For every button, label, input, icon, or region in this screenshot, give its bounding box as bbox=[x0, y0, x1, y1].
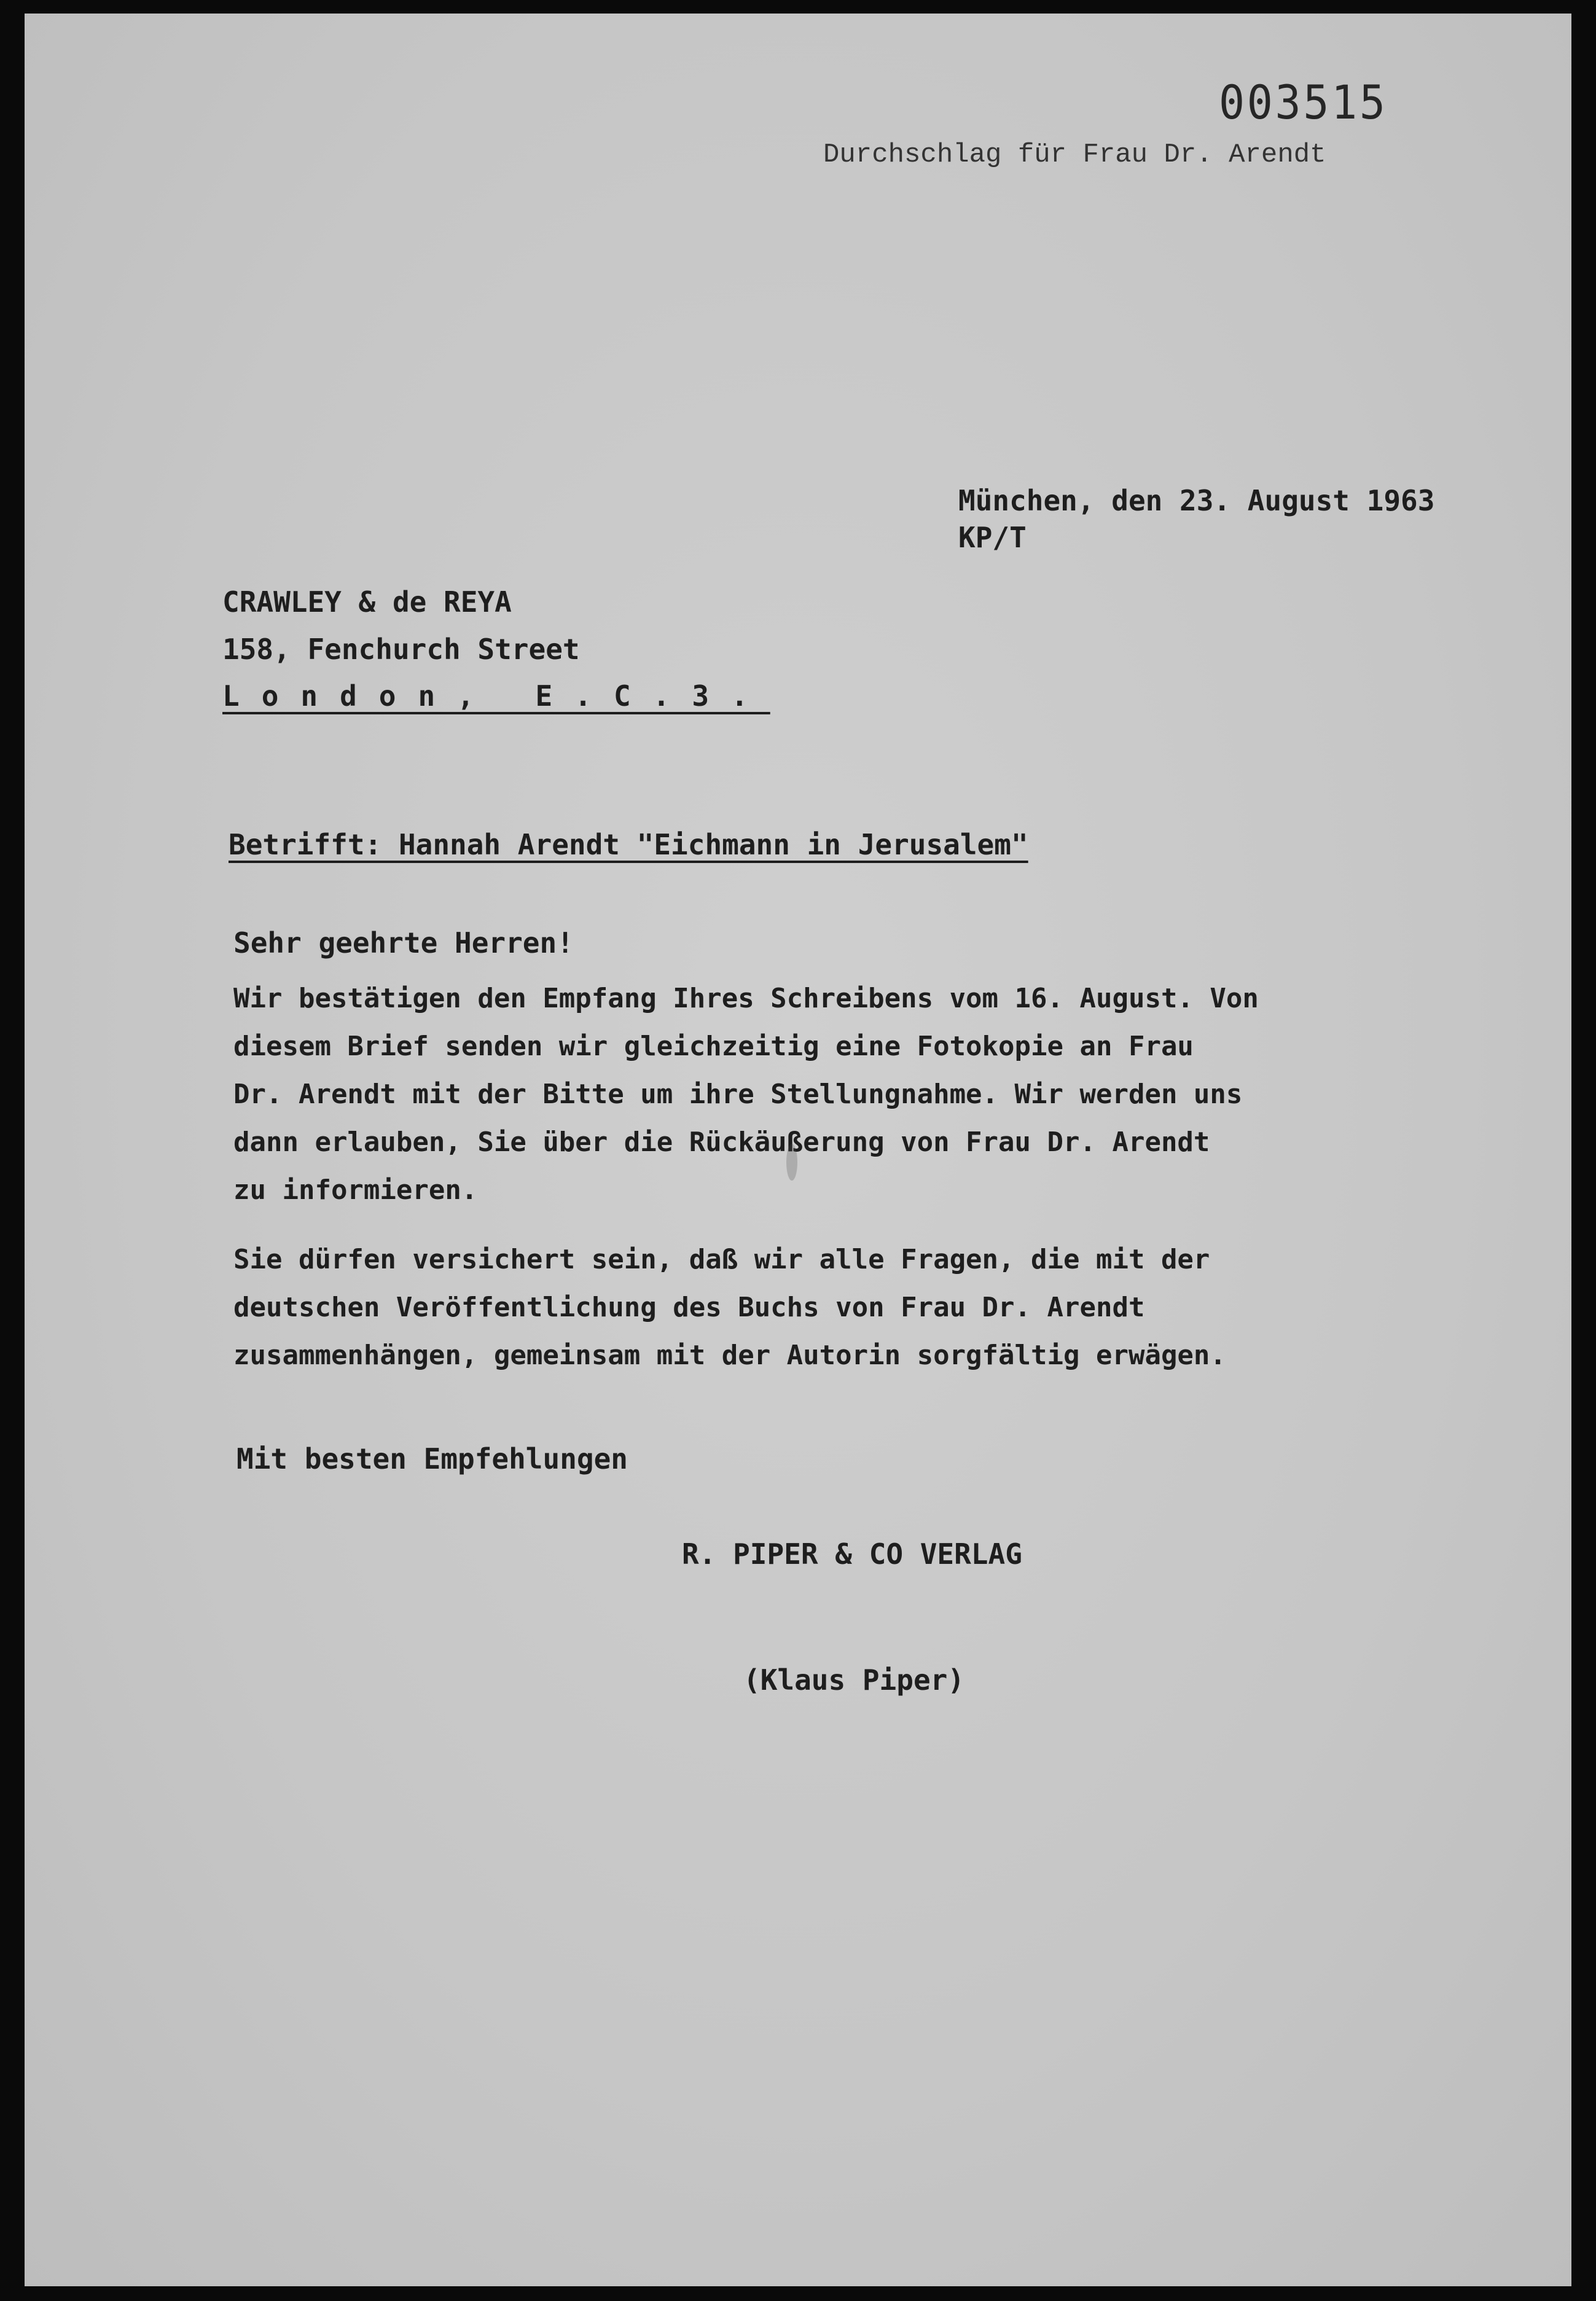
body-line: zu informieren. bbox=[233, 1174, 478, 1206]
recipient-name: CRAWLEY & de REYA bbox=[222, 585, 512, 619]
place-date: München, den 23. August 1963 bbox=[958, 484, 1435, 517]
closing-phrase: Mit besten Empfehlungen bbox=[237, 1442, 628, 1475]
body-line: Dr. Arendt mit der Bitte um ihre Stellungnahme. Wir werden uns bbox=[233, 1079, 1243, 1110]
body-line: Sie dürfen versichert sein, daß wir alle Fragen, die mit der bbox=[233, 1244, 1210, 1275]
body-line: dann erlauben, Sie über die Rückäußerung von Frau Dr. Arendt bbox=[233, 1127, 1210, 1158]
body-paragraph-1 bbox=[233, 975, 1259, 1214]
firm-name: R. PIPER & CO VERLAG bbox=[682, 1537, 1022, 1571]
body-paragraph-2 bbox=[233, 1236, 1226, 1380]
archive-number: 003515 bbox=[1219, 75, 1388, 130]
body-line: Wir bestätigen den Empfang Ihres Schreibens vom 16. August. Von bbox=[233, 983, 1259, 1014]
letter-page bbox=[25, 14, 1571, 2286]
carbon-copy-note: Durchschlag für Frau Dr. Arendt bbox=[823, 139, 1326, 170]
body-line: zusammenhängen, gemeinsam mit der Autorin sorgfältig erwägen. bbox=[233, 1340, 1226, 1371]
recipient-street: 158, Fenchurch Street bbox=[222, 633, 580, 666]
subject-line: Betrifft: Hannah Arendt "Eichmann in Jerusalem" bbox=[229, 828, 1028, 861]
reference-code: KP/T bbox=[958, 521, 1027, 554]
signer-name: (Klaus Piper) bbox=[743, 1663, 965, 1697]
body-line: diesem Brief senden wir gleichzeitig eine Fotokopie an Frau bbox=[233, 1031, 1194, 1062]
ink-smudge bbox=[786, 1144, 797, 1181]
recipient-city: London, E.C.3. bbox=[222, 679, 770, 713]
salutation: Sehr geehrte Herren! bbox=[233, 926, 574, 959]
body-line: deutschen Veröffentlichung des Buchs von Frau Dr. Arendt bbox=[233, 1292, 1145, 1323]
